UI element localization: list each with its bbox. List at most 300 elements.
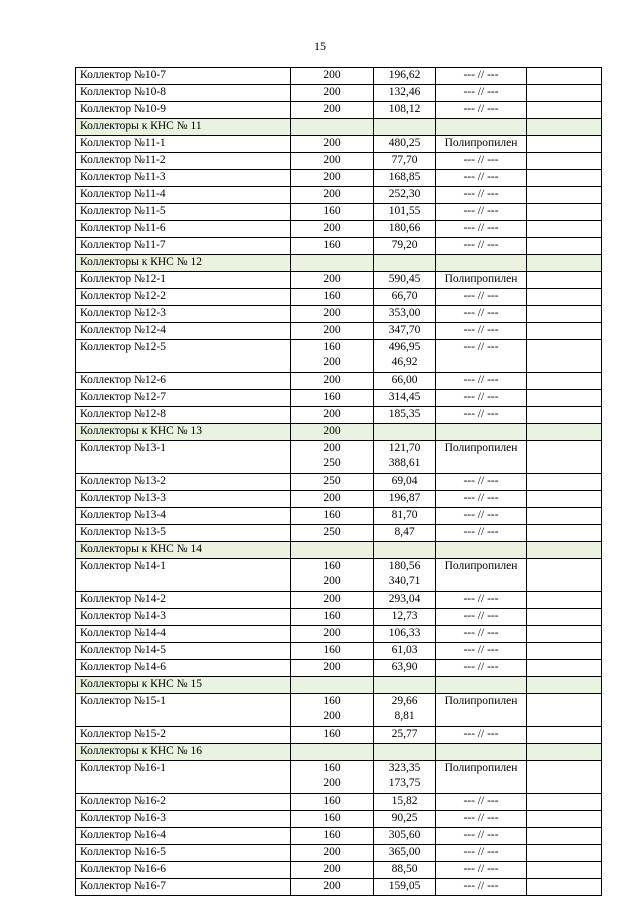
pipe-length-cell: [374, 626, 436, 643]
note-cell: [527, 204, 602, 221]
pipe-diameter: 200: [323, 661, 341, 673]
pipe-material: --- // ---: [463, 290, 499, 302]
pipe-length: 590,45: [388, 273, 421, 285]
pipe-length: 8,47: [394, 526, 415, 538]
collector-name-cell: [76, 68, 291, 85]
pipe-material-cell: [436, 424, 527, 441]
table-row: [76, 238, 602, 255]
pipe-material-cell: [436, 626, 527, 643]
pipe-length-cell: [374, 204, 436, 221]
note-cell: [527, 677, 602, 694]
table-row: [76, 340, 602, 373]
table-row: [76, 761, 602, 794]
collector-name-cell: [76, 221, 291, 238]
pipe-diameter-cell: [291, 794, 374, 811]
pipe-material: --- // ---: [463, 324, 499, 336]
pipe-diameter: 160: [323, 341, 341, 353]
pipe-material-cell: [436, 221, 527, 238]
collector-name: Коллектор №13-5: [80, 526, 167, 538]
pipe-length-cell: [374, 272, 436, 289]
collector-name: Коллектор №12-6: [80, 374, 167, 386]
pipe-material-cell: [436, 508, 527, 525]
pipe-diameter: 200: [323, 154, 341, 166]
collector-name-cell: [76, 643, 291, 660]
pipe-diameter: 200: [323, 324, 341, 336]
pipe-diameter-cell: [291, 170, 374, 187]
collector-name: Коллектор №13-3: [80, 492, 167, 504]
table-row: [76, 170, 602, 187]
note-cell: [527, 153, 602, 170]
pipe-diameter: 200: [323, 880, 341, 892]
note-cell: [527, 221, 602, 238]
note-cell: [527, 542, 602, 559]
collector-name-cell: [76, 340, 291, 373]
collector-name: Коллектор №16-5: [80, 846, 167, 858]
collector-name-cell: [76, 136, 291, 153]
pipe-length: 314,45: [388, 391, 421, 403]
pipe-diameter-cell: [291, 204, 374, 221]
note-cell: [527, 170, 602, 187]
pipe-diameter-cell: [291, 542, 374, 559]
note-cell: [527, 373, 602, 390]
pipe-length-cell: [374, 879, 436, 896]
pipe-diameter: 200: [323, 425, 341, 437]
note-cell: [527, 828, 602, 845]
pipe-length-cell: [374, 68, 436, 85]
note-cell: [527, 508, 602, 525]
pipe-diameter: 200: [323, 171, 341, 183]
pipe-length-cell: [374, 424, 436, 441]
pipe-diameter: 160: [323, 644, 341, 656]
collector-name-cell: [76, 794, 291, 811]
collector-name: Коллекторы к КНС № 14: [80, 543, 203, 555]
collector-name-cell: [76, 238, 291, 255]
collector-name: Коллектор №16-3: [80, 812, 167, 824]
note-cell: [527, 559, 602, 592]
pipe-length: 323,35: [388, 762, 421, 774]
pipe-material: --- // ---: [463, 408, 499, 420]
pipe-length-cell: [374, 811, 436, 828]
note-cell: [527, 340, 602, 373]
pipe-length: 168,85: [388, 171, 421, 183]
pipe-material: Полипропилен: [444, 560, 518, 572]
pipe-length-cell: [374, 862, 436, 879]
note-cell: [527, 609, 602, 626]
note-cell: [527, 441, 602, 474]
collector-name-cell: [76, 559, 291, 592]
pipe-length: 353,00: [388, 307, 421, 319]
collector-name: Коллектор №14-2: [80, 593, 167, 605]
pipe-length-cell: [374, 794, 436, 811]
pipe-length-cell: [374, 525, 436, 542]
table-row: [76, 845, 602, 862]
pipe-material-cell: [436, 170, 527, 187]
pipe-length: 340,71: [388, 575, 421, 587]
pipe-material: --- // ---: [463, 154, 499, 166]
pipe-diameter-cell: [291, 474, 374, 491]
note-cell: [527, 187, 602, 204]
pipe-material: Полипропилен: [444, 695, 518, 707]
collector-name: Коллектор №14-4: [80, 627, 167, 639]
pipe-length-cell: [374, 474, 436, 491]
pipe-length-cell: [374, 170, 436, 187]
table-row: [76, 272, 602, 289]
pipe-material: --- // ---: [463, 610, 499, 622]
pipe-diameter: 160: [323, 795, 341, 807]
pipe-diameter-cell: [291, 68, 374, 85]
pipe-diameter: 200: [323, 137, 341, 149]
pipe-diameter-cell: [291, 323, 374, 340]
collector-name-cell: [76, 187, 291, 204]
pipe-diameter: 200: [323, 103, 341, 115]
pipe-length-cell: [374, 660, 436, 677]
pipe-diameter: 250: [323, 526, 341, 538]
collector-name-cell: [76, 525, 291, 542]
collector-name: Коллектор №12-8: [80, 408, 167, 420]
collector-name-cell: [76, 508, 291, 525]
collector-name-cell: [76, 609, 291, 626]
table-row: [76, 153, 602, 170]
collector-name-cell: [76, 85, 291, 102]
pipe-diameter-cell: [291, 626, 374, 643]
pipe-length: 305,60: [388, 829, 421, 841]
pipe-length: 8,81: [394, 710, 415, 722]
table-row: [76, 323, 602, 340]
pipe-diameter-cell: [291, 609, 374, 626]
collector-name-cell: [76, 694, 291, 727]
table-row: [76, 390, 602, 407]
pipe-material-cell: [436, 306, 527, 323]
collectors-table: [75, 67, 602, 896]
note-cell: [527, 306, 602, 323]
collector-name: Коллектор №13-4: [80, 509, 167, 521]
pipe-diameter: 160: [323, 290, 341, 302]
pipe-diameter-cell: [291, 761, 374, 794]
pipe-diameter: 160: [323, 762, 341, 774]
pipe-material: --- // ---: [463, 829, 499, 841]
pipe-material: Полипропилен: [444, 137, 518, 149]
note-cell: [527, 592, 602, 609]
collector-name: Коллектор №10-9: [80, 103, 167, 115]
pipe-length: 496,95: [388, 341, 421, 353]
pipe-material-cell: [436, 592, 527, 609]
note-cell: [527, 119, 602, 136]
note-cell: [527, 694, 602, 727]
table-row: [76, 474, 602, 491]
pipe-material: --- // ---: [463, 239, 499, 251]
pipe-diameter-cell: [291, 373, 374, 390]
table-row: [76, 136, 602, 153]
pipe-length-cell: [374, 153, 436, 170]
pipe-material-cell: [436, 441, 527, 474]
pipe-length-cell: [374, 119, 436, 136]
pipe-diameter: 200: [323, 442, 341, 454]
pipe-length-cell: [374, 592, 436, 609]
pipe-material-cell: [436, 811, 527, 828]
note-cell: [527, 238, 602, 255]
table-row: [76, 559, 602, 592]
pipe-length-cell: [374, 136, 436, 153]
pipe-diameter-cell: [291, 811, 374, 828]
pipe-length: 46,92: [391, 356, 418, 368]
table-row: [76, 289, 602, 306]
pipe-length: 66,00: [391, 374, 418, 386]
pipe-material-cell: [436, 879, 527, 896]
note-cell: [527, 811, 602, 828]
collector-name: Коллектор №14-6: [80, 661, 167, 673]
pipe-length: 252,30: [388, 188, 421, 200]
pipe-length: 15,82: [391, 795, 418, 807]
table-group-row: [76, 744, 602, 761]
pipe-material: --- // ---: [463, 475, 499, 487]
pipe-length-cell: [374, 407, 436, 424]
pipe-material: --- // ---: [463, 661, 499, 673]
pipe-material-cell: [436, 677, 527, 694]
table-row: [76, 643, 602, 660]
pipe-diameter-cell: [291, 660, 374, 677]
note-cell: [527, 424, 602, 441]
collector-name: Коллектор №12-3: [80, 307, 167, 319]
pipe-material-cell: [436, 323, 527, 340]
table-row: [76, 68, 602, 85]
pipe-diameter-cell: [291, 559, 374, 592]
pipe-diameter-cell: [291, 221, 374, 238]
collector-name: Коллектор №12-1: [80, 273, 167, 285]
collector-name: Коллектор №11-6: [80, 222, 166, 234]
pipe-length: 81,70: [391, 509, 418, 521]
pipe-material: --- // ---: [463, 341, 499, 353]
table-row: [76, 879, 602, 896]
note-cell: [527, 626, 602, 643]
pipe-material: --- // ---: [463, 846, 499, 858]
collector-name-cell: [76, 626, 291, 643]
table-row: [76, 187, 602, 204]
table-group-row: [76, 677, 602, 694]
pipe-length-cell: [374, 85, 436, 102]
pipe-diameter-cell: [291, 289, 374, 306]
collector-name: Коллекторы к КНС № 16: [80, 745, 203, 757]
note-cell: [527, 845, 602, 862]
pipe-length: 388,61: [388, 457, 421, 469]
pipe-diameter-cell: [291, 744, 374, 761]
pipe-diameter-cell: [291, 340, 374, 373]
pipe-diameter: 200: [323, 222, 341, 234]
pipe-diameter: 200: [323, 863, 341, 875]
pipe-diameter: 160: [323, 829, 341, 841]
pipe-material: --- // ---: [463, 222, 499, 234]
pipe-diameter: 200: [323, 710, 341, 722]
pipe-material-cell: [436, 153, 527, 170]
pipe-diameter: 200: [323, 374, 341, 386]
collector-name-cell: [76, 491, 291, 508]
pipe-material-cell: [436, 407, 527, 424]
collector-name-cell: [76, 441, 291, 474]
pipe-length-cell: [374, 187, 436, 204]
note-cell: [527, 491, 602, 508]
pipe-length-cell: [374, 542, 436, 559]
table-row: [76, 508, 602, 525]
collector-name: Коллектор №12-7: [80, 391, 167, 403]
collector-name: Коллектор №12-4: [80, 324, 167, 336]
pipe-length: 121,70: [388, 442, 421, 454]
note-cell: [527, 68, 602, 85]
pipe-diameter-cell: [291, 187, 374, 204]
note-cell: [527, 474, 602, 491]
collector-name: Коллектор №12-5: [80, 341, 167, 353]
table-row: [76, 592, 602, 609]
pipe-length: 66,70: [391, 290, 418, 302]
pipe-diameter-cell: [291, 407, 374, 424]
collector-name: Коллектор №11-3: [80, 171, 166, 183]
pipe-length-cell: [374, 491, 436, 508]
pipe-length: 185,35: [388, 408, 421, 420]
pipe-length-cell: [374, 323, 436, 340]
pipe-material: --- // ---: [463, 526, 499, 538]
pipe-length-cell: [374, 828, 436, 845]
pipe-diameter: 200: [323, 575, 341, 587]
pipe-diameter-cell: [291, 508, 374, 525]
page-number: 15: [314, 39, 326, 53]
pipe-material: --- // ---: [463, 205, 499, 217]
pipe-material-cell: [436, 559, 527, 592]
table-row: [76, 204, 602, 221]
pipe-material: --- // ---: [463, 69, 499, 81]
pipe-material-cell: [436, 474, 527, 491]
table-group-row: [76, 119, 602, 136]
pipe-diameter: 200: [323, 273, 341, 285]
pipe-diameter: 200: [323, 593, 341, 605]
collector-name: Коллектор №11-4: [80, 188, 166, 200]
pipe-diameter: 250: [323, 475, 341, 487]
pipe-length: 106,33: [388, 627, 421, 639]
table-row: [76, 828, 602, 845]
pipe-material: Полипропилен: [444, 273, 518, 285]
collector-name-cell: [76, 727, 291, 744]
pipe-length-cell: [374, 340, 436, 373]
collector-name: Коллектор №13-1: [80, 442, 167, 454]
pipe-material: Полипропилен: [444, 762, 518, 774]
collector-name: Коллектор №14-5: [80, 644, 167, 656]
pipe-length: 180,66: [388, 222, 421, 234]
note-cell: [527, 255, 602, 272]
pipe-material: --- // ---: [463, 644, 499, 656]
pipe-length-cell: [374, 761, 436, 794]
pipe-length-cell: [374, 441, 436, 474]
note-cell: [527, 102, 602, 119]
pipe-diameter-cell: [291, 424, 374, 441]
collector-name-cell: [76, 102, 291, 119]
collector-name: Коллекторы к КНС № 11: [80, 120, 202, 132]
pipe-diameter: 160: [323, 239, 341, 251]
pipe-material-cell: [436, 525, 527, 542]
pipe-diameter: 160: [323, 560, 341, 572]
pipe-diameter: 160: [323, 695, 341, 707]
pipe-diameter-cell: [291, 136, 374, 153]
table-row: [76, 441, 602, 474]
pipe-material: --- // ---: [463, 307, 499, 319]
collector-name: Коллекторы к КНС № 15: [80, 678, 203, 690]
collector-name-cell: [76, 306, 291, 323]
pipe-diameter: 200: [323, 627, 341, 639]
note-cell: [527, 390, 602, 407]
pipe-material-cell: [436, 542, 527, 559]
pipe-diameter-cell: [291, 828, 374, 845]
note-cell: [527, 525, 602, 542]
pipe-material: Полипропилен: [444, 442, 518, 454]
pipe-length-cell: [374, 677, 436, 694]
pipe-material: --- // ---: [463, 391, 499, 403]
pipe-length-cell: [374, 609, 436, 626]
collector-name-cell: [76, 424, 291, 441]
pipe-material-cell: [436, 845, 527, 862]
collector-name-cell: [76, 289, 291, 306]
pipe-length: 12,73: [391, 610, 418, 622]
collector-name: Коллектор №15-1: [80, 695, 167, 707]
pipe-diameter: 160: [323, 812, 341, 824]
pipe-length: 101,55: [388, 205, 421, 217]
note-cell: [527, 879, 602, 896]
pipe-diameter-cell: [291, 727, 374, 744]
pipe-diameter: 200: [323, 188, 341, 200]
pipe-length: 159,05: [388, 880, 421, 892]
pipe-length-cell: [374, 306, 436, 323]
pipe-length: 180,56: [388, 560, 421, 572]
pipe-material-cell: [436, 340, 527, 373]
collector-name-cell: [76, 828, 291, 845]
pipe-diameter: 160: [323, 205, 341, 217]
collector-name-cell: [76, 542, 291, 559]
pipe-material: --- // ---: [463, 880, 499, 892]
pipe-diameter-cell: [291, 491, 374, 508]
pipe-diameter-cell: [291, 525, 374, 542]
collector-name: Коллектор №11-1: [80, 137, 166, 149]
pipe-material: --- // ---: [463, 863, 499, 875]
collector-name-cell: [76, 170, 291, 187]
note-cell: [527, 85, 602, 102]
collector-name: Коллектор №12-2: [80, 290, 167, 302]
note-cell: [527, 643, 602, 660]
table-row: [76, 660, 602, 677]
collectors-table-body: [76, 68, 602, 896]
pipe-material: --- // ---: [463, 795, 499, 807]
pipe-length: 25,77: [391, 728, 418, 740]
pipe-diameter-cell: [291, 694, 374, 727]
pipe-diameter-cell: [291, 441, 374, 474]
table-row: [76, 407, 602, 424]
table-row: [76, 221, 602, 238]
collector-name: Коллектор №11-7: [80, 239, 166, 251]
pipe-diameter: 200: [323, 307, 341, 319]
pipe-length: 132,46: [388, 86, 421, 98]
pipe-material-cell: [436, 204, 527, 221]
pipe-material: --- // ---: [463, 509, 499, 521]
pipe-diameter-cell: [291, 592, 374, 609]
pipe-diameter: 160: [323, 391, 341, 403]
table-group-row: [76, 424, 602, 441]
pipe-diameter-cell: [291, 845, 374, 862]
pipe-length: 90,25: [391, 812, 418, 824]
pipe-length: 196,87: [388, 492, 421, 504]
pipe-material-cell: [436, 119, 527, 136]
pipe-length: 173,75: [388, 777, 421, 789]
collector-name-cell: [76, 373, 291, 390]
pipe-material-cell: [436, 85, 527, 102]
table-row: [76, 491, 602, 508]
collector-name: Коллектор №15-2: [80, 728, 167, 740]
collector-name-cell: [76, 677, 291, 694]
pipe-diameter-cell: [291, 238, 374, 255]
pipe-material-cell: [436, 289, 527, 306]
